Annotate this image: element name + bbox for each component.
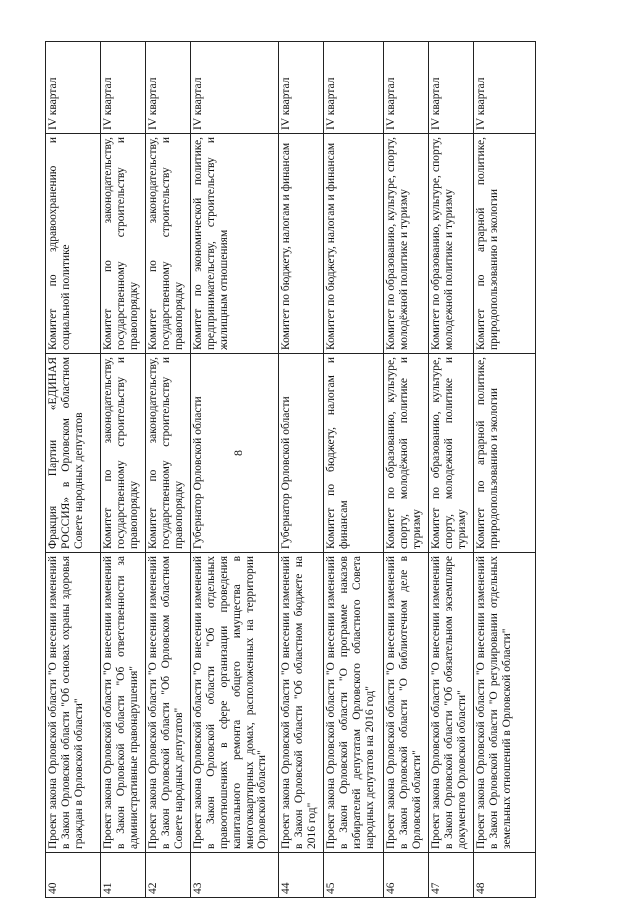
row-number: 41 [101, 853, 146, 898]
document-frame [45, 42, 535, 898]
initiator: Комитет по бюджету, налогам и финансам [324, 354, 384, 553]
deadline: IV квартал [146, 42, 191, 134]
table-row [474, 42, 536, 898]
table-row [279, 42, 324, 898]
bill-title: Проект закона Орловской области "О внесении изменений в Закон Орловской области "Об обязательном экземпляре документов Орловской области" [429, 553, 474, 853]
responsible-committee: Комитет по законодательству, государственному строительству и правопорядку [101, 134, 146, 354]
responsible-committee: Комитет по образованию, культуре, спорту, молодежной политике и туризму [429, 134, 474, 354]
responsible-committee: Комитет по экономической политике, предпринимательству, строительству и жилищным отношениям [191, 134, 279, 354]
initiator: Комитет по аграрной политике, природопользованию и экологии [474, 354, 536, 553]
bill-title: Проект закона Орловской области "О внесении изменений в Закон Орловской области "Об областном бюджете на 2016 год" [279, 553, 324, 853]
deadline: IV квартал [429, 42, 474, 134]
table-row [384, 42, 429, 898]
initiator: Комитет по образованию, культуре, спорту, молодежной политике и туризму [429, 354, 474, 553]
legislation-plan-table [45, 41, 536, 898]
table-row [46, 42, 101, 898]
row-number: 44 [279, 853, 324, 898]
initiator: Губернатор Орловской области [279, 354, 324, 553]
deadline: IV квартал [101, 42, 146, 134]
table-row [146, 42, 191, 898]
responsible-committee: Комитет по здравоохранению и социальной политике [46, 134, 101, 354]
initiator: Комитет по законодательству, государственному строительству и правопорядку [101, 354, 146, 553]
rotated-content [45, 42, 535, 898]
initiator: Губернатор Орловской области [191, 354, 279, 553]
bill-title: Проект закона Орловской области "О внесении изменений в Закон Орловской области "О библиотечном деле в Орловской области" [384, 553, 429, 853]
row-number: 42 [146, 853, 191, 898]
row-number: 45 [324, 853, 384, 898]
deadline: IV квартал [384, 42, 429, 134]
deadline: IV квартал [324, 42, 384, 134]
row-number: 40 [46, 853, 101, 898]
table-row [324, 42, 384, 898]
bill-title: Проект закона Орловской области "О внесении изменений в Закон Орловской области "О программе наказов избирателей депутатам Орловского областного Совета народных депутатов на 2016 год" [324, 553, 384, 853]
initiator: Комитет по законодательству, государственному строительству и правопорядку [146, 354, 191, 553]
initiator: Комитет по образованию, культуре, спорту, молодёжной политике и туризму [384, 354, 429, 553]
table-row [101, 42, 146, 898]
table-row [191, 42, 279, 898]
deadline: IV квартал [474, 42, 536, 134]
bill-title: Проект закона Орловской области "О внесении изменений в Закон Орловской области "О регулировании отдельных земельных отношений в Орловской области" [474, 553, 536, 853]
page-number: 8 [230, 450, 245, 456]
responsible-committee: Комитет по бюджету, налогам и финансам [324, 134, 384, 354]
responsible-committee: Комитет по законодательству, государственному строительству и правопорядку [146, 134, 191, 354]
row-number: 48 [474, 853, 536, 898]
row-number: 46 [384, 853, 429, 898]
row-number: 43 [191, 853, 279, 898]
bill-title: Проект закона Орловской области "О внесении изменений в Закон Орловской области "Об ответственности за административные правонарушения" [101, 553, 146, 853]
deadline: IV квартал [279, 42, 324, 134]
deadline: IV квартал [46, 42, 101, 134]
deadline: IV квартал [191, 42, 279, 134]
bill-title: Проект закона Орловской области "О внесении изменений в Закон Орловской области "Об основах охраны здоровья граждан в Орловской области" [46, 553, 101, 853]
responsible-committee: Комитет по образованию, культуре, спорту, молодёжной политике и туризму [384, 134, 429, 354]
initiator: Фракция Партии «ЕДИНАЯ РОССИЯ» в Орловском областном Совете народных депутатов [46, 354, 101, 553]
row-number: 47 [429, 853, 474, 898]
responsible-committee: Комитет по аграрной политике, природопользованию и экологии [474, 134, 536, 354]
table-row [429, 42, 474, 898]
bill-title: Проект закона Орловской области "О внесении изменений в Закон Орловской области "Об Орловском областном Совете народных депутатов" [146, 553, 191, 853]
bill-title: Проект закона Орловской области "О внесении изменений в Закон Орловской области "Об отдельных правоотношениях в сфере организации проведения капитального ремонта общего имущества в многоквартирных домах, расположенных на территории Орловской области" [191, 553, 279, 853]
responsible-committee: Комитет по бюджету, налогам и финансам [279, 134, 324, 354]
